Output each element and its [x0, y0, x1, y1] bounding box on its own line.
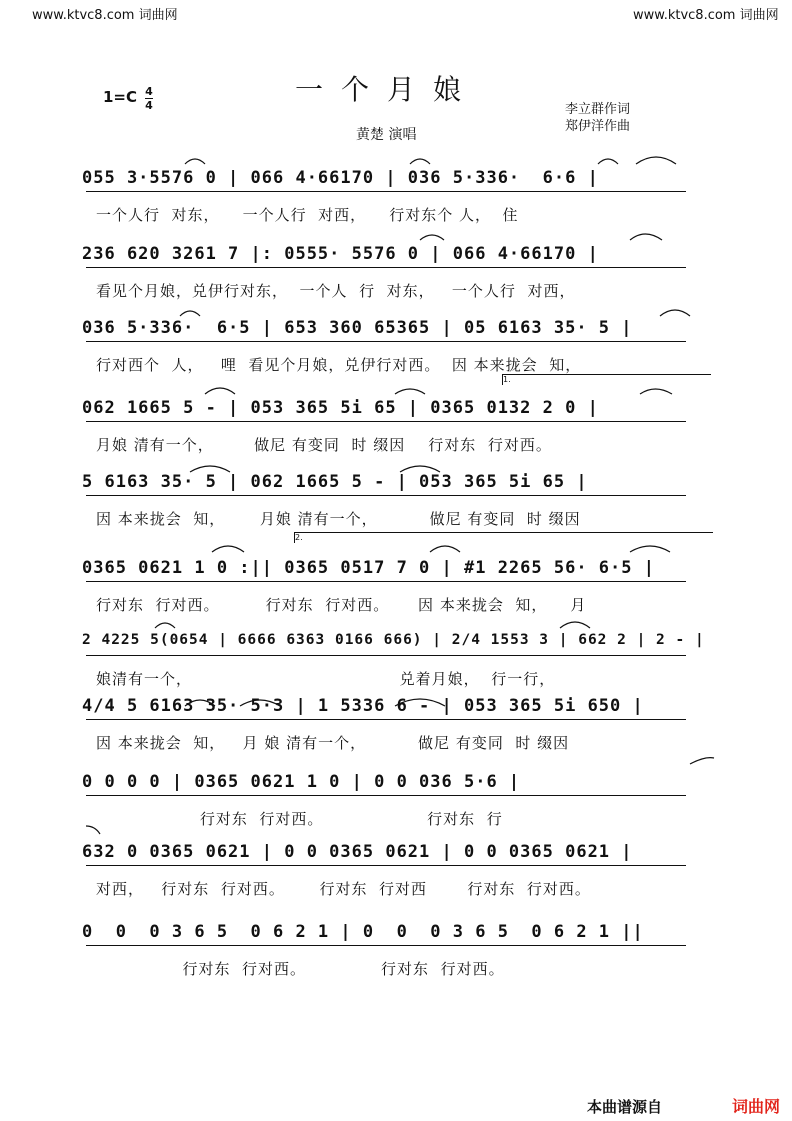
beam-underline [86, 945, 686, 946]
beam-underline [86, 581, 686, 582]
time-signature-bottom: 4 [145, 99, 153, 112]
lyricist-credit: 李立群作词 [565, 102, 631, 117]
lyric-line: 行对西个 人， 哩 看见个月娘，兑伊行对西。 因 本来拢会 知， [96, 356, 582, 374]
lyric-line: 一个人行 对东， 一个人行 对西， 行对东个 人， 住 [96, 206, 519, 224]
beam-underline [86, 341, 686, 342]
note-line: 036 5·336· 6·5 | 653 360 65365 | 05 6163 35· 5 | [82, 318, 633, 338]
lyric-line: 娘清有一个， 兑着月娘， 行一行， [96, 670, 556, 688]
site-watermark-left: www.ktvc8.com 词曲网 [32, 8, 178, 23]
note-line: 0 0 0 0 | 0365 0621 1 0 | 0 0 036 5·6 | [82, 772, 521, 792]
beam-underline [86, 495, 686, 496]
note-line: 0365 0621 1 0 :|| 0365 0517 7 0 | #1 2265 56· 6·5 | [82, 558, 655, 578]
note-line: 5 6163 35· 5 | 062 1665 5 - | 053 365 5i 65 | [82, 472, 588, 492]
note-line: 062 1665 5 - | 053 365 5i 65 | 0365 0132 2 0 | [82, 398, 599, 418]
note-line: 632 0 0365 0621 | 0 0 0365 0621 | 0 0 0365 0621 | [82, 842, 633, 862]
first-ending-label: 1. [503, 375, 511, 384]
lyric-line: 看见个月娘，兑伊行对东， 一个人 行 对东， 一个人行 对西， [96, 282, 576, 300]
composer-credit: 郑伊洋作曲 [565, 119, 631, 134]
beam-underline [86, 865, 686, 866]
beam-underline [86, 655, 686, 656]
beam-underline [86, 795, 686, 796]
time-signature [145, 86, 153, 111]
lyric-line: 因 本来拢会 知， 月 娘 清有一个， 做尼 有变同 时 缀因 [96, 734, 570, 752]
note-line: 055 3·5576 0 | 066 4·66170 | 036 5·336· 6·6 | [82, 168, 599, 188]
lyric-line: 对西， 行对东 行对西。 行对东 行对西 行对东 行对西。 [96, 880, 591, 898]
beam-underline [86, 267, 686, 268]
note-line: 2 4225 5(0654 | 6666 6363 0166 666) | 2/4 1553 3 | 662 2 | 2 - | [82, 632, 705, 648]
site-watermark-right: www.ktvc8.com 词曲网 [633, 8, 779, 23]
beam-underline [86, 719, 686, 720]
note-line: 4/4 5 6163 35· 5·3 | 1 5336 6 - | 053 365 5i 650 | [82, 696, 644, 716]
lyric-line: 因 本来拢会 知， 月娘 清有一个， 做尼 有变同 时 缀因 [96, 510, 581, 528]
time-signature-top: 4 [145, 85, 153, 98]
site-logo: 词曲网 [732, 1097, 781, 1116]
second-ending-label: 2. [295, 533, 303, 542]
song-title: 一个月娘 [295, 73, 480, 106]
key-signature: 1=C [103, 88, 138, 106]
note-line: 236 620 3261 7 |: 0555· 5576 0 | 066 4·66170 | [82, 244, 599, 264]
lyric-line: 月娘 清有一个， 做尼 有变同 时 缀因 行对东 行对西。 [96, 436, 552, 454]
lyric-line: 行对东 行对西。 行对东 行对西。 [96, 960, 505, 978]
beam-underline [86, 421, 686, 422]
lyric-line: 行对东 行对西。 行对东 行对西。 因 本来拢会 知， 月 [96, 596, 587, 614]
first-ending-bracket [502, 374, 711, 385]
beam-underline [86, 191, 686, 192]
singer-credit: 黄楚 演唱 [356, 127, 417, 143]
note-line: 0 0 0 3 6 5 0 6 2 1 | 0 0 0 3 6 5 0 6 2 1 || [82, 922, 644, 942]
lyric-line: 行对东 行对西。 行对东 行 [96, 810, 503, 828]
second-ending-bracket [294, 532, 713, 543]
source-credit: 本曲谱源自 [587, 1098, 663, 1116]
